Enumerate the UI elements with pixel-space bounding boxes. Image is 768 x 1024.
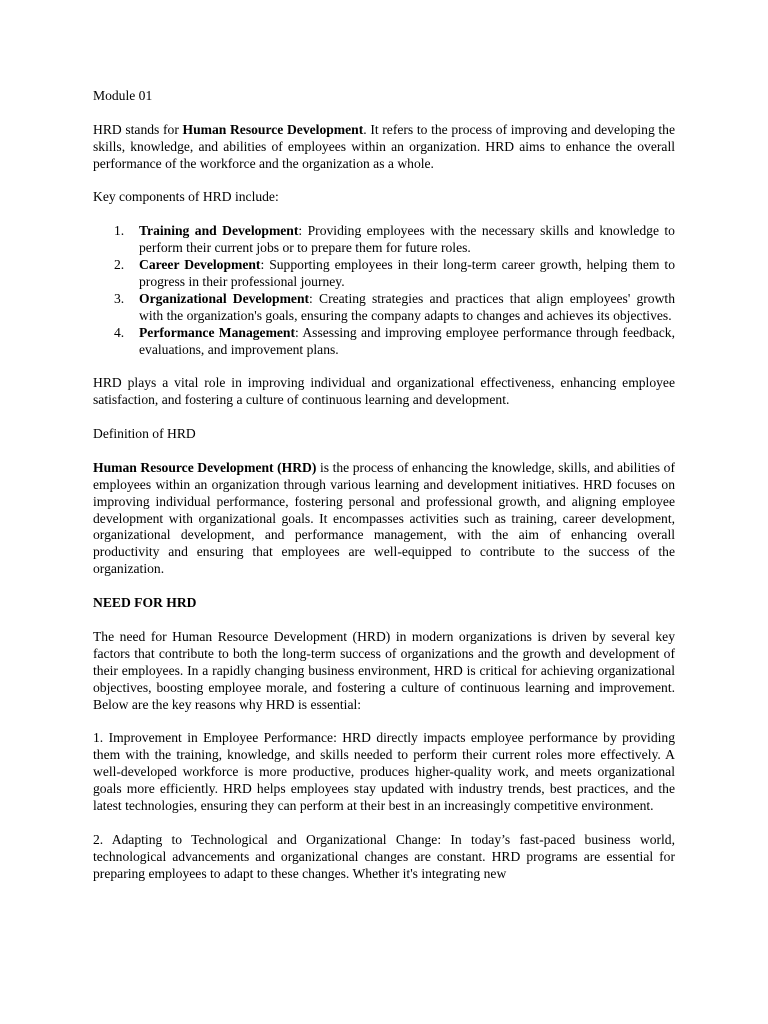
list-item-term: Performance Management bbox=[139, 324, 296, 340]
components-list bbox=[93, 223, 675, 358]
list-item-number: 1. bbox=[114, 223, 125, 239]
list-item-desc: : Assessing and improving employee performance through feedback, evaluations, and improvement plans. bbox=[139, 324, 675, 357]
list-item-desc: : Providing employees with the necessary skills and knowledge to perform their current jobs or to prepare them for future roles. bbox=[139, 223, 675, 256]
list-item-desc: : Supporting employees in their long-term career growth, helping them to progress in their professional journey. bbox=[139, 257, 675, 289]
list-item-desc: : Creating strategies and practices that align employees' growth with the organization's goals, ensuring the company adapts to changes and achieves its objectives. bbox=[139, 290, 675, 323]
intro-post: . It refers to the process of improving and developing the skills, knowledge, and abilities of employees within an organization. HRD aims to enhance the overall performance of the workforce and the organization as a whole. bbox=[93, 121, 676, 171]
definition-paragraph bbox=[93, 460, 675, 578]
definition-heading: Definition of HRD bbox=[93, 426, 196, 442]
components-heading: Key components of HRD include: bbox=[93, 189, 279, 205]
list-item bbox=[93, 325, 675, 359]
intro-bold-term: Human Resource Development bbox=[182, 121, 364, 137]
list-item bbox=[93, 257, 675, 291]
list-item-number: 4. bbox=[114, 324, 125, 340]
document-page bbox=[93, 88, 675, 899]
list-item-term: Career Development bbox=[139, 257, 261, 273]
list-item-term: Organizational Development bbox=[139, 290, 310, 306]
need-heading-text: NEED FOR HRD bbox=[93, 595, 197, 611]
list-item-term: Training and Development bbox=[139, 223, 299, 239]
need-heading bbox=[93, 595, 675, 612]
list-item bbox=[93, 291, 675, 325]
intro-paragraph bbox=[93, 122, 675, 173]
definition-bold-term: Human Resource Development (HRD) bbox=[93, 459, 317, 475]
role-paragraph: HRD plays a vital role in improving individual and organizational effectiveness, enhancing employee satisfaction, and fostering a culture of continuous learning and development. bbox=[93, 375, 675, 408]
need-paragraph: The need for Human Resource Development (HRD) in modern organizations is driven by several key factors that contribute to both the long-term success of organizations and the growth and development of their employees. In a rapidly changing business environment, HRD is critical for achieving organizational objectives, boosting employee morale, and fostering a culture of continuous learning and improvement. Below are the key reasons why HRD is essential: bbox=[93, 628, 675, 712]
reason-paragraph: 1. Improvement in Employee Performance: HRD directly impacts employee performance by providing them with the training, knowledge, and skills needed to perform their current roles more effectively. A well-developed workforce is more productive, produces higher-quality work, and meets organizational goals more efficiently. HRD helps employees stay updated with industry trends, best practices, and the latest technologies, ensuring they can perform at their best in an increasingly competitive environment. bbox=[93, 730, 675, 813]
definition-text: is the process of enhancing the knowledge, skills, and abilities of employees within an organization through various learning and development initiatives. HRD focuses on improving individual performance, fostering personal and professional growth, and aligning employee development with organizational goals. It encompasses activities such as training, career development, organizational development, and performance management, with the aim of enhancing overall productivity and ensuring that employees are well-equipped to contribute to the success of the organization. bbox=[93, 459, 675, 577]
intro-pre: HRD stands for bbox=[93, 121, 183, 137]
list-item bbox=[93, 223, 675, 257]
module-title: Module 01 bbox=[93, 88, 153, 103]
reason-paragraph: 2. Adapting to Technological and Organizational Change: In today’s fast-paced business world, technological advancements and organizational changes are constant. HRD programs are essential for preparing employees to adapt to these changes. Whether it's integrating new bbox=[93, 831, 675, 881]
list-item-number: 2. bbox=[114, 257, 125, 273]
list-item-number: 3. bbox=[114, 290, 125, 306]
